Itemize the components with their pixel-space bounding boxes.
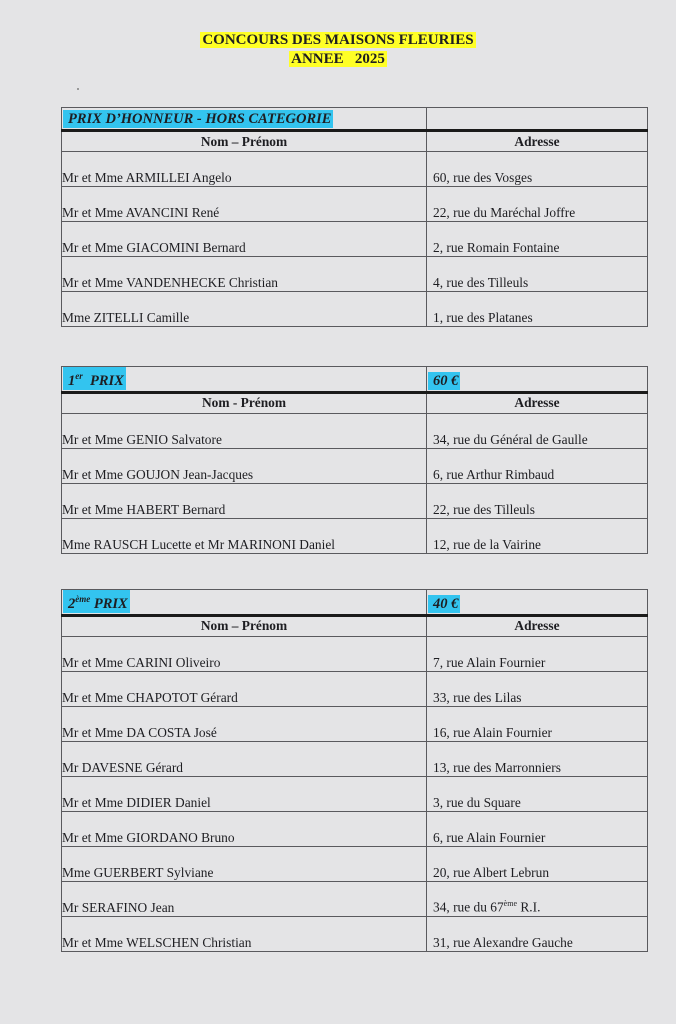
name-cell: Mr et Mme HABERT Bernard [62,483,427,518]
table-row [62,413,648,448]
address-cell: 13, rue des Marronniers [427,741,648,776]
table-row [62,776,648,811]
table-row [62,846,648,881]
address-cell: 22, rue du Maréchal Joffre [427,187,648,222]
name-cell: Mr et Mme ARMILLEI Angelo [62,152,427,187]
address-cell: 12, rue de la Vairine [427,518,648,553]
column-header-row [62,392,648,413]
table-row [62,636,648,671]
col-address-header: Adresse [427,392,648,413]
name-cell: Mr et Mme CARINI Oliveiro [62,636,427,671]
table-row [62,706,648,741]
section-amount: 40 € [428,595,460,613]
name-cell: Mme ZITELLI Camille [62,292,427,327]
col-name-header: Nom - Prénom [62,392,427,413]
address-cell: 20, rue Albert Lebrun [427,846,648,881]
address-cell: 2, rue Romain Fontaine [427,222,648,257]
address-cell: 60, rue des Vosges [427,152,648,187]
name-cell: Mr et Mme CHAPOTOT Gérard [62,671,427,706]
address-cell: 6, rue Arthur Rimbaud [427,448,648,483]
address-cell: 34, rue du 67ème R.I. [427,881,648,916]
name-cell: Mme RAUSCH Lucette et Mr MARINONI Daniel [62,518,427,553]
section-amount [427,108,648,131]
col-address-header: Adresse [427,615,648,636]
name-cell: Mr et Mme GOUJON Jean-Jacques [62,448,427,483]
name-cell: Mr et Mme WELSCHEN Christian [62,916,427,951]
table-row [62,292,648,327]
table-row [62,152,648,187]
section-heading: 1er PRIX [63,367,126,390]
address-cell: 7, rue Alain Fournier [427,636,648,671]
section-heading: PRIX D’HONNEUR - HORS CATEGORIE [63,110,333,128]
address-cell: 34, rue du Général de Gaulle [427,413,648,448]
name-cell: Mr et Mme GENIO Salvatore [62,413,427,448]
section-amount: 60 € [428,372,460,390]
table-row [62,448,648,483]
table-2eme-prix [61,589,648,952]
col-name-header: Nom – Prénom [62,131,427,152]
name-cell: Mr et Mme GIORDANO Bruno [62,811,427,846]
name-cell: Mme GUERBERT Sylviane [62,846,427,881]
table-row [62,483,648,518]
section-header [62,108,648,131]
title-line-2: ANNEE 2025 [291,51,385,67]
address-cell: 3, rue du Square [427,776,648,811]
table-row [62,811,648,846]
name-cell: Mr SERAFINO Jean [62,881,427,916]
address-cell: 33, rue des Lilas [427,671,648,706]
table-row [62,741,648,776]
address-cell: 16, rue Alain Fournier [427,706,648,741]
section-header [62,590,648,616]
name-cell: Mr et Mme VANDENHECKE Christian [62,257,427,292]
address-cell: 31, rue Alexandre Gauche [427,916,648,951]
name-cell: Mr et Mme GIACOMINI Bernard [62,222,427,257]
name-cell: Mr et Mme AVANCINI René [62,187,427,222]
col-name-header: Nom – Prénom [62,615,427,636]
table-row [62,257,648,292]
address-cell: 6, rue Alain Fournier [427,811,648,846]
address-cell: 1, rue des Platanes [427,292,648,327]
title-line-1: CONCOURS DES MAISONS FLEURIES [202,32,474,48]
table-1er-prix [61,366,648,554]
table-row [62,916,648,951]
table-row [62,222,648,257]
document-title [0,31,676,69]
name-cell: Mr DAVESNE Gérard [62,741,427,776]
name-cell: Mr et Mme DIDIER Daniel [62,776,427,811]
section-heading: 2ème PRIX [63,590,130,613]
table-prix-honneur [61,107,648,327]
name-cell: Mr et Mme DA COSTA José [62,706,427,741]
address-cell: 4, rue des Tilleuls [427,257,648,292]
table-row [62,671,648,706]
col-address-header: Adresse [427,131,648,152]
table-row [62,881,648,916]
column-header-row [62,131,648,152]
section-header [62,367,648,393]
table-row [62,518,648,553]
column-header-row [62,615,648,636]
scan-speck [77,88,79,90]
address-cell: 22, rue des Tilleuls [427,483,648,518]
table-row [62,187,648,222]
